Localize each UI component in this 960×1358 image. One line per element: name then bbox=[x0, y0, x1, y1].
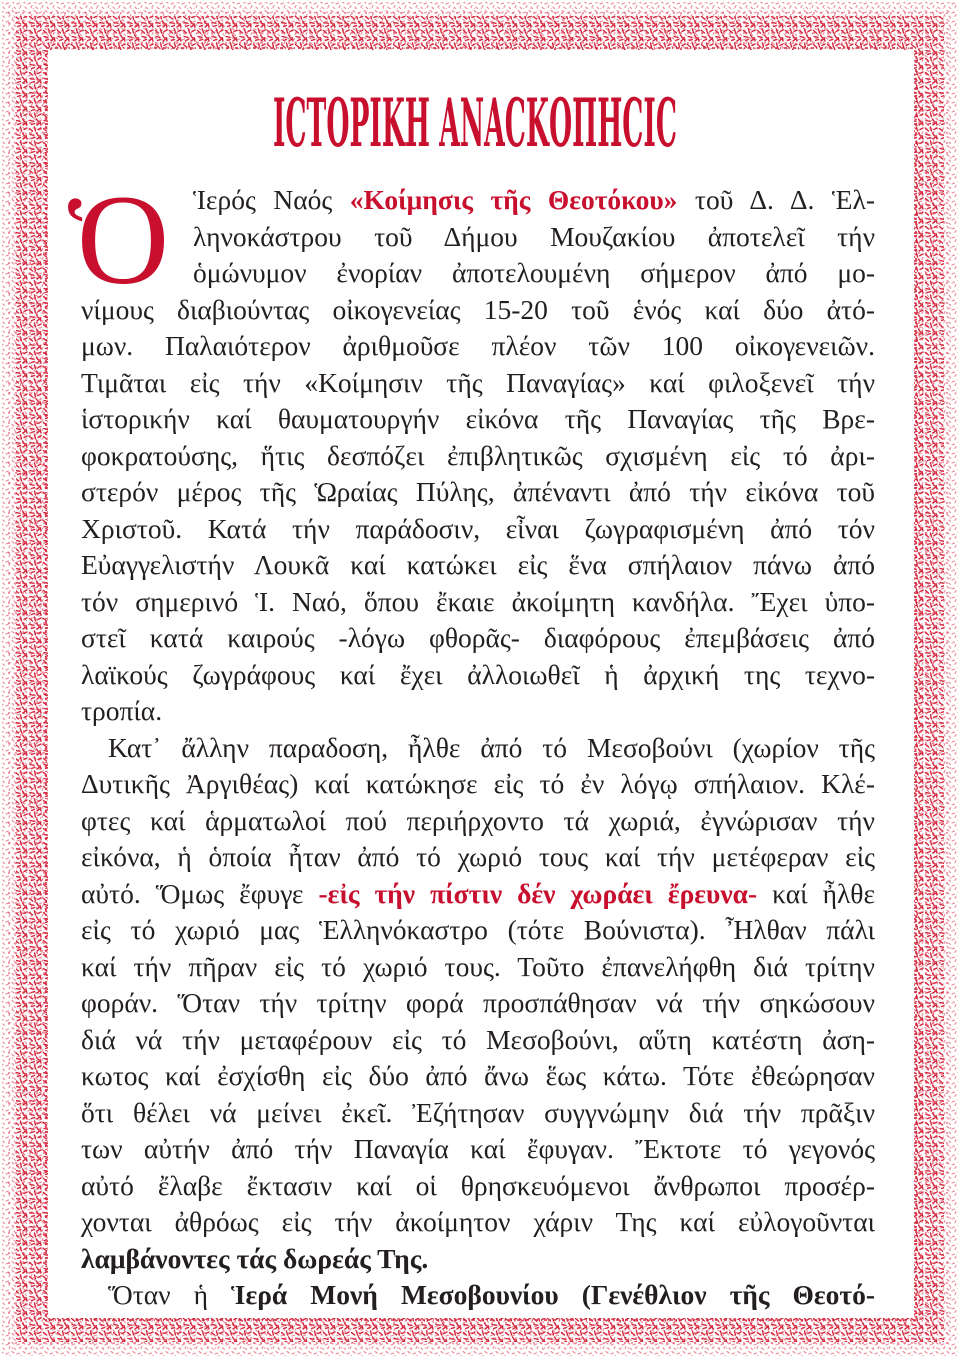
paragraph bbox=[81, 182, 875, 730]
text-segment: Ὅταν ἡ bbox=[108, 1279, 232, 1310]
text-line: Κατ᾽ ἄλλην παραδοση, ἦλθε ἀπό τό Μεσοβούνι (χωρίον τῆς bbox=[108, 731, 875, 763]
text-line: φτες καί ἁρματωλοί πού περιήρχοντο τά χωριά, ἐγνώρισαν τήν bbox=[81, 804, 875, 836]
text-line: τροπία. bbox=[81, 695, 163, 726]
text-line: στερόν μέρος τῆς Ὡραίας Πύλης, ἀπέναντι ἀπό τήν εἰκόνα τοῦ bbox=[81, 476, 875, 507]
text-line bbox=[108, 1277, 875, 1314]
text-line: χονται ἀθρόως εἰς τήν ἀκοίμητον χάριν Της καί εὐλογοῦνται bbox=[81, 1206, 875, 1237]
text-line: εἰκόνα, ἡ ὁποία ἦταν ἀπό τό χωριό τους καί τήν μετέφεραν εἰς bbox=[81, 841, 875, 872]
text-line: διά νά τήν μεταφέρουν εἰς τό Μεσοβούνι, αὕτη κατέστη ἀση- bbox=[81, 1023, 875, 1055]
text-segment: αὐτό. Ὅμως ἔφυγε bbox=[81, 877, 319, 909]
drop-cap: Ὁ bbox=[68, 169, 170, 311]
text-line: Δυτικῆς Ἀργιθέας) καί κατώκησε εἰς τό ἐν λόγῳ σπήλαιον. Κλέ- bbox=[81, 768, 875, 799]
text-line: στεῖ κατά καιρούς -λόγω φθορᾶς- διαφόρους ἐπεμβάσεις ἀπό bbox=[81, 622, 875, 653]
text-line: καί τήν πῆραν εἰς τό χωριό τους. Τοῦτο ἐπανελήφθη διά τρίτην bbox=[81, 950, 875, 982]
text-segment: καί ἦλθε bbox=[757, 877, 876, 909]
paragraph bbox=[81, 730, 875, 1278]
text-line: μων. Παλαιότερον ἀριθμοῦσε πλέον τῶν 100 οἰκογενειῶν. bbox=[81, 330, 875, 361]
page-title-text: ΙϹΤΟΡΙΚΗ ΑΝΑϹΚΟΠΗϹΙϹ bbox=[273, 84, 677, 162]
text-line: αὐτό ἔλαβε ἔκτασιν καί οἱ θρησκευόμενοι ἄνθρωποι προσέρ- bbox=[81, 1169, 875, 1201]
text-line: νίμους διαβιούντας οἰκογενείας 15-20 τοῦ ἑνός καί δύο ἀτό- bbox=[81, 293, 875, 325]
text-line: φοράν. Ὅταν τήν τρίτην φορά προσπάθησαν νά τήν σηκώσουν bbox=[81, 987, 875, 1018]
text-line: φοκρατούσης, ἥτις δεσπόζει ἐπιβλητικῶς σχισμένη εἰς τό ἀρι- bbox=[81, 439, 875, 471]
text-line: των αὐτήν ἀπό τήν Παναγία καί ἔφυγαν. Ἔκτοτε τό γεγονός bbox=[81, 1133, 875, 1164]
bold-text-line: λαμβάνοντες τάς δωρεάς Της. bbox=[81, 1242, 429, 1274]
page-title bbox=[273, 84, 677, 162]
text-line: ὅτι θέλει νά μείνει ἐκεῖ. Ἐζήτησαν συγγνώμην διά τήν πρᾶξιν bbox=[81, 1096, 875, 1128]
text-line: τόν σημερινό Ἱ. Ναό, ὅπου ἔκαιε ἀκοίμητη κανδήλα. Ἔχει ὑπο- bbox=[81, 585, 875, 617]
paragraph bbox=[81, 1277, 875, 1314]
text-line bbox=[193, 182, 875, 219]
text-segment: Ἱερός Ναός bbox=[193, 184, 350, 215]
highlight-text: -εἰς τήν πίστιν δέν χωράει ἔρευνα- bbox=[318, 877, 758, 909]
text-line: Εὐαγγελιστήν Λουκᾶ καί κατώκει εἰς ἕνα σπήλαιον πάνω ἀπό bbox=[81, 549, 875, 580]
text-line: εἰς τό χωριό μας Ἑλληνόκαστρο (τότε Βούνιστα). Ἦλθαν πάλι bbox=[81, 914, 875, 945]
bold-text: Ἱερά Μονή Μεσοβουνίου (Γενέθλιον τῆς Θεοτό- bbox=[231, 1279, 876, 1310]
article-body bbox=[81, 182, 875, 1314]
text-segment: τοῦ Δ. Δ. Ἑλ- bbox=[677, 184, 875, 215]
highlight-text: «Κοίμησις τῆς Θεοτόκου» bbox=[349, 184, 678, 215]
text-line: Χριστοῦ. Κατά τήν παράδοσιν, εἶναι ζωγραφισμένη ἀπό τόν bbox=[81, 512, 875, 544]
text-line: ληνοκάστρου τοῦ Δήμου Μουζακίου ἀποτελεῖ τήν bbox=[193, 220, 875, 252]
text-line: ὁμώνυμον ἐνορίαν ἀποτελουμένη σήμερον ἀπό μο- bbox=[193, 257, 875, 288]
text-line: Τιμᾶται εἰς τήν «Κοίμησιν τῆς Παναγίας» καί φιλοξενεῖ τήν bbox=[81, 366, 875, 398]
text-line: λαϊκούς ζωγράφους καί ἔχει ἀλλοιωθεῖ ἡ ἀρχική της τεχνο- bbox=[81, 658, 875, 690]
text-line: κωτος καί ἐσχίσθη εἰς δύο ἀπό ἄνω ἕως κάτω. Τότε ἐθεώρησαν bbox=[81, 1060, 875, 1091]
text-line: ἱστορικήν καί θαυματουργήν εἰκόνα τῆς Παναγίας τῆς Βρε- bbox=[81, 403, 875, 434]
text-line bbox=[81, 876, 875, 913]
